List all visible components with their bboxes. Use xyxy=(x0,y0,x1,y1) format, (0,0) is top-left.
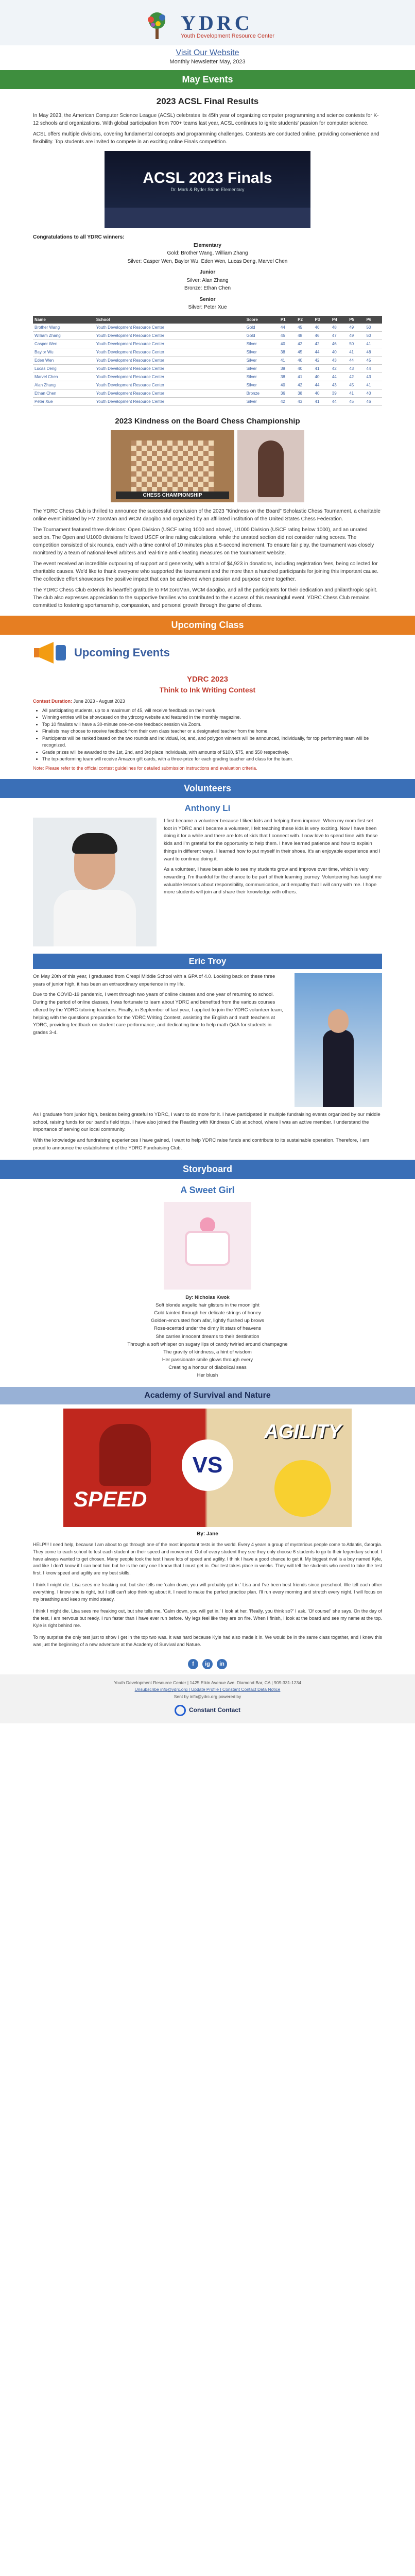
poem-line: Soft blonde angelic hair glisters in the moonlight xyxy=(155,1302,260,1308)
acsl-finals-photo xyxy=(105,151,310,228)
rule-item: • Participants will be ranked based on the two rounds and individual, lot, and, and polygon winners will be announced, individually, for top performing team will be recognized. xyxy=(42,735,382,749)
table-cell: Gold xyxy=(245,331,279,340)
poem-author: By: Nicholas Kwok xyxy=(185,1294,230,1300)
table-cell: Marvel Chen xyxy=(33,372,95,381)
table-row xyxy=(33,381,382,389)
table-cell: Lucas Deng xyxy=(33,364,95,372)
logo-subtitle: Youth Development Resource Center xyxy=(181,32,274,39)
table-cell: 40 xyxy=(296,356,313,364)
table-cell: 48 xyxy=(365,348,382,356)
winners-congrats: Congratulations to all YDRC winners: xyxy=(33,234,125,240)
speed-vs-agility-image xyxy=(63,1409,352,1527)
table-cell: 41 xyxy=(296,372,313,381)
monthly-label: Monthly Newsletter May, 2023 xyxy=(169,59,246,65)
poem-illustration xyxy=(164,1202,251,1290)
table-cell: Youth Development Resource Center xyxy=(95,348,245,356)
table-cell: Silver xyxy=(245,372,279,381)
table-cell: 46 xyxy=(365,397,382,405)
table-cell: Silver xyxy=(245,340,279,348)
table-row xyxy=(33,340,382,348)
rule-item: • Top 10 finalists will have a 30-minute one-on-one feedback session via Zoom. xyxy=(42,721,382,728)
anthony-paragraph-1: I first became a volunteer because I liked kids and helping them improve. When my mom first set foot in YDRC and I became a volunteer, I felt teaching these kids is very exciting. Now I have been doing it for a while and there are lots of kids that I connect with. I now love to spend time with these kids and I'm grateful for the opportunity to help them. I have learned patience and how to explain things in different ways. I learned how to put myself in their shoes. It's an enjoyable experience and I want to continue doing it. xyxy=(164,818,381,862)
table-row xyxy=(33,348,382,356)
table-cell: 36 xyxy=(279,389,296,397)
rule-item: • Finalists may choose to receive feedback from their own class teacher or a designated teacher from the home. xyxy=(42,728,382,735)
acsl-paragraph-1: In May 2023, the American Computer Science League (ACSL) celebrates its 45th year of organizing computer programming and science contests for K-12 schools and organizations. With global participation from 700+ teams last year, ACSL continues to ignite students' passion for computer science. xyxy=(33,113,379,126)
table-cell: 43 xyxy=(296,397,313,405)
table-cell: 39 xyxy=(331,389,348,397)
chess-banner: CHESS CHAMPIONSHIP xyxy=(116,492,229,499)
table-cell: 45 xyxy=(296,348,313,356)
table-cell: 45 xyxy=(279,331,296,340)
table-cell: Bronze xyxy=(245,389,279,397)
contest-dates-label: Contest Duration: xyxy=(33,699,72,704)
poem-line: Golden-encrusted from afar, lightly flushed up brows xyxy=(151,1318,264,1324)
table-cell: 40 xyxy=(279,381,296,389)
table-cell: 42 xyxy=(331,364,348,372)
table-cell: 42 xyxy=(296,381,313,389)
table-header-cell: P3 xyxy=(314,316,331,324)
table-cell: 40 xyxy=(279,340,296,348)
table-cell: 46 xyxy=(314,324,331,332)
table-cell: 43 xyxy=(331,381,348,389)
upcoming-heading: Upcoming Events xyxy=(74,646,170,659)
level-line: Bronze: Ethan Chen xyxy=(184,285,231,291)
table-cell: Baylor Wu xyxy=(33,348,95,356)
anthony-paragraph-2: As a volunteer, I have been able to see my students grow and improve over time, which is very rewarding. I'm thankful for the chance to be part of their learning journey. Volunteering has taught me valuable lessons about responsibility, communication, and empathy that I will carry with me. I hope more students will join and share their knowledge with others. xyxy=(164,867,382,895)
table-cell: Ethan Chen xyxy=(33,389,95,397)
table-cell: 42 xyxy=(279,397,296,405)
table-cell: 42 xyxy=(296,340,313,348)
table-header-cell: Name xyxy=(33,316,95,324)
table-row xyxy=(33,372,382,381)
table-cell: 40 xyxy=(331,348,348,356)
table-row xyxy=(33,324,382,332)
contest-subtitle: Think to Ink Writing Contest xyxy=(159,686,256,694)
tree-logo-icon xyxy=(141,8,174,41)
vs-label: VS xyxy=(182,1439,233,1491)
table-cell: 49 xyxy=(348,324,365,332)
storyboard-band: Storyboard xyxy=(0,1160,415,1179)
rule-item: • Winning entries will be showcased on the ydrcorg website and featured in the monthly magazine. xyxy=(42,714,382,721)
table-cell: 42 xyxy=(314,340,331,348)
chess-paragraph-2: The Tournament featured three divisions: Open Division (USCF rating 1000 and above), U1000 Division (USCF rating below 1000), and an unrated section. The Open and U1000 divisions followed USCF online rating calculations, while the unrated section did not consider rating scores. The competition consisted of six rounds, each with a time control of 10 minutes plus a 5-second increment. To ensure fair play, the tournament was closely monitored by a team of national-level arbiters and real-time anti-cheating measures on the tournament website. xyxy=(33,527,374,556)
level-heading: Junior xyxy=(199,269,216,275)
table-cell: Eden Wen xyxy=(33,356,95,364)
linkedin-icon[interactable]: in xyxy=(217,1659,227,1669)
rule-item: • Grade prizes will be awarded to the 1st, 2nd, and 3rd place individuals, with amounts of $100, $75, and $50 respectively. xyxy=(42,749,382,756)
table-cell: Youth Development Resource Center xyxy=(95,389,245,397)
table-cell: Silver xyxy=(245,364,279,372)
speed-label: SPEED xyxy=(74,1486,147,1511)
acsl-title: 2023 ACSL Final Results xyxy=(156,96,259,106)
eric-paragraph-4: With the knowledge and fundraising experiences I have gained, I want to help YDRC raise funds and contribute to its sustainable operation. Therefore, I am proud to announce the establishment of the YDRC Fundraising Club. xyxy=(33,1138,369,1151)
table-cell: 45 xyxy=(365,356,382,364)
table-row xyxy=(33,389,382,397)
table-cell: Youth Development Resource Center xyxy=(95,324,245,332)
chess-paragraph-3: The event received an incredible outpouring of support and generosity, with a total of $4,923 in donations, including registration fees, being collected for charitable causes. We'd like to thank everyone who supported the tournament and the more than a hundred participants for joining this important cause. The collective effort showcases the positive impact that can be achieved when passion and purpose come together. xyxy=(33,561,379,582)
poem-line: The gravity of kindness, a hint of wisdom xyxy=(163,1349,252,1355)
table-cell: 50 xyxy=(348,340,365,348)
acsl-photo-caption: Dr. Mark & Ryder Stone Elementary xyxy=(170,187,245,192)
may-events-band: May Events xyxy=(0,70,415,89)
contest-dates: June 2023 - August 2023 xyxy=(73,699,125,704)
footer xyxy=(0,1674,415,1723)
acsl-photo-title: ACSL 2023 Finals xyxy=(143,170,272,187)
story-paragraph: To my surprise the only test just to show I get in the top two was. It was hard because Kyle had also made it in. We would be in the same class together, and I knew this was just the beginning of a new adventure at the Academy of Survival and Nature. xyxy=(33,1634,382,1647)
poem-line: Rose-scented under the dimly lit stars of heavens xyxy=(153,1326,262,1332)
chess-title: 2023 Kindness on the Board Chess Championship xyxy=(115,416,300,426)
table-cell: 50 xyxy=(365,324,382,332)
instagram-icon[interactable]: ig xyxy=(202,1659,213,1669)
poem-title: A Sweet Girl xyxy=(180,1184,235,1195)
table-row xyxy=(33,356,382,364)
eric-paragraph-1: On May 20th of this year, I graduated from Crespi Middle School with a GPA of 4.0. Looking back on these three years of junior high, it has been an extraordinary experience in my life. xyxy=(33,974,275,987)
table-cell: 38 xyxy=(296,389,313,397)
table-cell: 48 xyxy=(331,324,348,332)
table-header-cell: P1 xyxy=(279,316,296,324)
poem-line: Gold tainted through her delicate strings of honey xyxy=(154,1310,261,1316)
table-cell: Peter Xue xyxy=(33,397,95,405)
table-cell: 41 xyxy=(314,397,331,405)
table-cell: 43 xyxy=(365,372,382,381)
story-paragraph: HELP!!! I need help, because I am about to go through one of the most important tests in the world. Every 4 years a group of mysterious people come to Atlantis, Georgia. They come to each school to test each student on their speed and movement. Out of every student they see they only choose 6 students to go to their legendary school. I have always wanted to get chosen. Many people took the test I have lots of speed and agility. I think I have a good chance to get it. My biggest rival is a boy named Kyle, and like I don't know if I can beat him but he is the only one I know that I must get in. Our test takes place in weeks. They will tell the students who need to take the test first. I know speed and agility are my best skills. xyxy=(33,1541,382,1576)
table-cell: Silver xyxy=(245,348,279,356)
level-line: Gold: Brother Wang, William Zhang xyxy=(167,250,248,256)
visit-website-link[interactable]: Visit Our Website xyxy=(176,48,239,57)
table-cell: Youth Development Resource Center xyxy=(95,372,245,381)
table-cell: Silver xyxy=(245,381,279,389)
rule-item: • The top-performing team will receive Amazon gift cards, with a three-prize for each grading teacher and class for the team. xyxy=(42,756,382,763)
table-cell: 40 xyxy=(365,389,382,397)
table-cell: Alan Zhang xyxy=(33,381,95,389)
table-cell: Youth Development Resource Center xyxy=(95,381,245,389)
table-cell: 45 xyxy=(348,381,365,389)
table-row xyxy=(33,364,382,372)
table-cell: Silver xyxy=(245,356,279,364)
eric-paragraph-3: As I graduate from junior high, besides being grateful to YDRC, I want to do more for it. I have participated in multiple fundraising events organized by our middle school, raising funds for our band's field trips. I have also joined the Reading with Kindness Club at school, where I was an active member. I understand the importance of serving our local community. xyxy=(33,1112,381,1133)
volunteer-name: Eric Troy xyxy=(33,954,382,969)
level-line: Silver: Alan Zhang xyxy=(186,277,229,283)
table-cell: 43 xyxy=(348,364,365,372)
volunteer-name: Anthony Li xyxy=(184,803,231,813)
level-line: Silver: Peter Xue xyxy=(188,304,227,310)
table-cell: 41 xyxy=(348,389,365,397)
table-cell: Silver xyxy=(245,397,279,405)
megaphone-icon xyxy=(33,640,69,666)
acsl-paragraph-2: ACSL offers multiple divisions, covering fundamental concepts and programming challenges. Contests are conducted online, providing convenience and flexibility. Top students are invited to compete in an exciting online Finals competition. xyxy=(33,131,379,145)
eric-paragraph-2: Due to the COVID-19 pandemic, I went through two years of online classes and one year of returning to school. During the period of online classes, I was fortunate to learn about YDRC and benefited from the various courses offered by the YDRC tutoring teachers. Finally, in September of last year, I applied to join the YDRC volunteer team, helping with the questions preparation for the YDRC Writing Contest, assisting the English and math teachers at YDRC, providing feedback on student care performance, and dedicating time to help math Q&A for students in grades 3-4. xyxy=(33,992,283,1036)
poem-line: Through a soft whisper on sugary lips of candy twirled around champagne xyxy=(127,1341,288,1347)
upcoming-class-band: Upcoming Class xyxy=(0,616,415,635)
contest-title: YDRC 2023 xyxy=(186,675,229,684)
table-cell: 47 xyxy=(331,331,348,340)
story-author: By: Jane xyxy=(197,1531,218,1537)
table-cell: 41 xyxy=(348,348,365,356)
constant-contact-logo[interactable] xyxy=(10,1705,405,1716)
contest-note: Note: Please refer to the official contest guidelines for detailed submission instructions and evaluation criteria. xyxy=(33,765,257,771)
table-cell: Youth Development Resource Center xyxy=(95,356,245,364)
table-cell: 49 xyxy=(348,331,365,340)
level-heading: Senior xyxy=(199,296,216,302)
eric-photo xyxy=(295,973,382,1107)
table-cell: Youth Development Resource Center xyxy=(95,397,245,405)
poem-line: Her passionate smile glows through every xyxy=(162,1357,253,1363)
table-cell: 38 xyxy=(279,348,296,356)
newsletter-header xyxy=(0,0,415,45)
table-cell: 42 xyxy=(348,372,365,381)
table-cell: 41 xyxy=(314,364,331,372)
table-cell: 44 xyxy=(331,372,348,381)
constant-contact-name: Constant Contact xyxy=(189,1706,240,1714)
table-cell: Brother Wang xyxy=(33,324,95,332)
table-cell: 42 xyxy=(314,356,331,364)
table-cell: 44 xyxy=(365,364,382,372)
table-cell: 45 xyxy=(348,397,365,405)
level-line: Silver: Casper Wen, Baylor Wu, Eden Wen, Lucas Deng, Marvel Chen xyxy=(127,258,288,264)
poem xyxy=(33,1294,382,1380)
rule-item: • All participating students, up to a maximum of 45, will receive feedback on their work. xyxy=(42,707,382,715)
table-row xyxy=(33,331,382,340)
table-cell: 39 xyxy=(279,364,296,372)
volunteers-band: Volunteers xyxy=(0,779,415,798)
chess-paragraph-1: The YDRC Chess Club is thrilled to announce the successful conclusion of the 2023 "Kindness on the Board" Scholastic Chess Tournament, a charitable online event initiated by FM zoroMan and WCM daoqibo and organized by an affiliated institution of the United States Chess Federation. xyxy=(33,509,381,522)
chess-paragraph-4: The YDRC Chess Club extends its heartfelt gratitude to FM zoroMan, WCM daoqibo, and all the participants for their dedication and philanthropic spirit. The club also expresses appreciation to the supportive families who contributed to the success of this meaningful event. YDRC Chess Club remains committed to fostering sportsmanship, compassion, and personal growth through the game of chess. xyxy=(33,587,378,608)
table-cell: 40 xyxy=(314,389,331,397)
table-cell: 46 xyxy=(331,340,348,348)
table-cell: 44 xyxy=(314,348,331,356)
table-cell: 44 xyxy=(348,356,365,364)
story-paragraph: I think I might die. Lisa sees me freaking out, but she tells me, 'Calm down, you will get in.' I look at her. 'Really, you think so?' I ask. 'Of course!' she says. On the day of the test, I am nervous but ready. I run faster than I have ever run before. My legs feel like they are on fire. When I finish, I look at the board and see my name at the top. Kyle is right behind me. xyxy=(33,1608,382,1629)
poem-line: Creating a honour of diabolical seas xyxy=(168,1365,247,1371)
table-header-cell: School xyxy=(95,316,245,324)
table-cell: 38 xyxy=(279,372,296,381)
constant-contact-icon xyxy=(175,1705,186,1716)
table-header-cell: P4 xyxy=(331,316,348,324)
contest-details xyxy=(33,698,382,772)
table-header-cell: Score xyxy=(245,316,279,324)
table-header-cell: P5 xyxy=(348,316,365,324)
table-header-cell: P2 xyxy=(296,316,313,324)
social-links xyxy=(33,1659,382,1669)
table-cell: 45 xyxy=(296,324,313,332)
level-heading: Elementary xyxy=(194,242,221,248)
table-cell: Gold xyxy=(245,324,279,332)
agility-label: AGILITY xyxy=(264,1420,341,1443)
table-cell: Youth Development Resource Center xyxy=(95,331,245,340)
table-cell: 41 xyxy=(279,356,296,364)
story-paragraph: I think I might die. Lisa sees me freaking out, but she tells me 'calm down, you will probably get in.' Lisa and I've been best friends since preschool. We tell each other everything. I know she is right, but I still can't stop thinking about it. I need to make the perfect practice plan. I'll run every morning and stretch every night. I will focus on my breathing and keep my mind steady. xyxy=(33,1582,382,1602)
facebook-icon[interactable]: f xyxy=(188,1659,198,1669)
chess-player-photo xyxy=(237,430,304,502)
table-cell: Casper Wen xyxy=(33,340,95,348)
table-cell: 48 xyxy=(296,331,313,340)
footer-address: Youth Development Resource Center | 1425 Elkin Avenue Ave. Diamond Bar, CA | 909-331-1234 xyxy=(114,1680,301,1685)
table-cell: 44 xyxy=(331,397,348,405)
table-cell: 46 xyxy=(314,331,331,340)
results-table xyxy=(33,316,382,406)
table-cell: 44 xyxy=(314,381,331,389)
table-row xyxy=(33,397,382,405)
table-cell: Youth Development Resource Center xyxy=(95,364,245,372)
table-cell: 41 xyxy=(365,340,382,348)
anthony-photo xyxy=(33,818,157,946)
winners-list xyxy=(33,233,382,312)
table-cell: Youth Development Resource Center xyxy=(95,340,245,348)
table-cell: 40 xyxy=(296,364,313,372)
table-cell: 44 xyxy=(279,324,296,332)
table-cell: 50 xyxy=(365,331,382,340)
logo-title: YDRC xyxy=(181,11,253,35)
poem-line: She carries innocent dreams to their destination xyxy=(155,1333,260,1340)
footer-sent-by: Sent by info@ydrc.org powered by xyxy=(174,1694,241,1700)
academy-title: Academy of Survival and Nature xyxy=(0,1387,415,1404)
table-cell: William Zhang xyxy=(33,331,95,340)
table-cell: 41 xyxy=(365,381,382,389)
table-cell: 43 xyxy=(331,356,348,364)
table-cell: 40 xyxy=(314,372,331,381)
table-header-cell: P6 xyxy=(365,316,382,324)
poem-line: Her blush xyxy=(197,1372,218,1379)
footer-links[interactable]: Unsubscribe info@ydrc.org | Update Profile | Constant Contact Data Notice xyxy=(134,1687,281,1692)
chess-board-photo xyxy=(111,430,234,502)
